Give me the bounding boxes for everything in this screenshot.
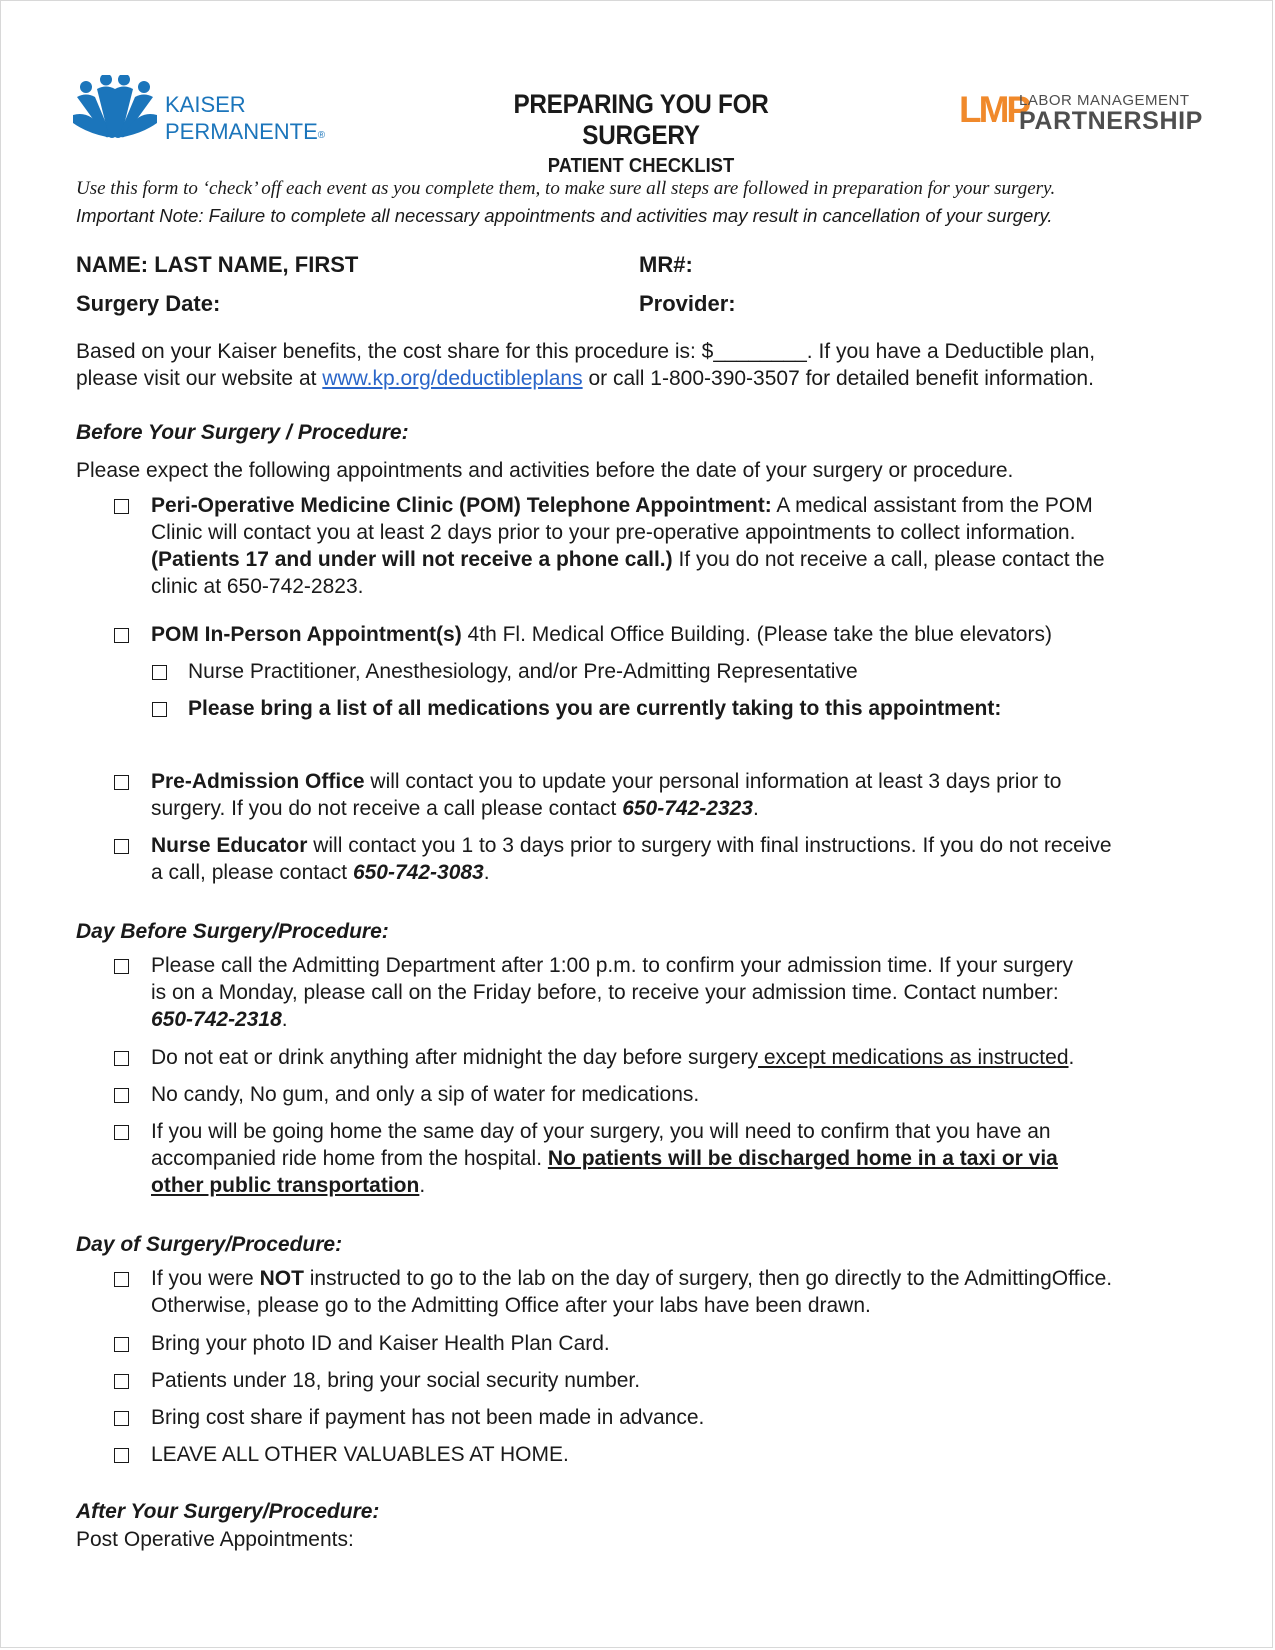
nurse-phone: 650-742-3083 [352, 861, 484, 884]
item-no-eat [151, 1044, 1074, 1071]
checkbox-pre-admission[interactable] [114, 775, 129, 790]
item-medications-list: Please bring a list of all medications you are currently taking to this appointment: [188, 697, 1002, 720]
cost-share-line2 [76, 365, 1216, 392]
ride-t2: accompanied ride home from the hospital. [151, 1147, 548, 1170]
item-valuables: LEAVE ALL OTHER VALUABLES AT HOME. [151, 1443, 569, 1466]
nurse-t1: will contact you 1 to 3 days prior to surgery with final instructions. If you do not receive [307, 834, 1112, 857]
nurse-t2: a call, please contact [151, 861, 353, 884]
kp-wordmark [165, 91, 325, 149]
intro-note [76, 178, 1206, 227]
ride-line2 [151, 1145, 1211, 1172]
pom-in-bold: POM In-Person Appointment(s) [151, 623, 462, 646]
checkbox-pom-telephone[interactable] [114, 499, 129, 514]
before-intro: Please expect the following appointments and activities before the date of your surgery or procedure. [76, 459, 1014, 482]
pom-tel-line4: clinic at 650-742-2823. [151, 575, 364, 598]
checkbox-nurse-practitioner[interactable] [152, 665, 167, 680]
pom-tel-bold2: (Patients 17 and under will not receive a phone call.) [151, 548, 673, 571]
cost-text-4: or call 1-800-390-3507 for detailed benefit information. [582, 367, 1094, 390]
lmp-line2: PARTNERSHIP [1019, 107, 1203, 135]
cost-text-2: . If you have a Deductible plan, [806, 340, 1096, 363]
name-field: NAME: LAST NAME, FIRST [76, 252, 359, 277]
cost-blank: ________ [713, 340, 807, 363]
item-ride-home [151, 1118, 1211, 1199]
cost-text-1: Based on your Kaiser benefits, the cost share for this procedure is: $ [76, 340, 714, 363]
checkbox-cost-share[interactable] [114, 1411, 129, 1426]
item-lab [151, 1265, 1221, 1319]
intro-line1: Use this form to ‘check’ off each event as you complete them, to make sure all steps are followed in preparation for your surgery. [76, 178, 1056, 199]
day-before-heading: Day Before Surgery/Procedure: [76, 920, 389, 943]
ride-end: . [419, 1174, 426, 1197]
checkbox-ssn[interactable] [114, 1374, 129, 1389]
ride-bold-1: No patients will be discharged home in a taxi or via [547, 1147, 1058, 1170]
pre-adm-t1: will contact you to update your personal information at least 3 days prior to [364, 770, 1062, 793]
checkbox-ride-home[interactable] [114, 1125, 129, 1140]
deductible-plans-link[interactable]: www.kp.org/deductibleplans [322, 367, 583, 390]
lab-t2: instructed to go to the lab on the day of surgery, then go directly to the AdmittingOffice. [303, 1267, 1113, 1290]
pre-adm-bold: Pre-Admission Office [151, 770, 365, 793]
lab-line2: Otherwise, please go to the Admitting Office after your labs have been drawn. [151, 1294, 871, 1317]
before-heading: Before Your Surgery / Procedure: [76, 421, 409, 444]
checkbox-call-admitting[interactable] [114, 959, 129, 974]
provider-field: Provider: [639, 291, 736, 316]
checkbox-medications-list[interactable] [152, 702, 167, 717]
cost-share-line1 [76, 338, 1216, 365]
intro-line2: Important Note: Failure to complete all necessary appointments and activities may result in cancellation of your surgery. [76, 205, 1053, 226]
nurse-line1 [151, 832, 1221, 859]
checkbox-lab[interactable] [114, 1272, 129, 1287]
item-nurse-practitioner: Nurse Practitioner, Anesthesiology, and/or Pre-Admitting Representative [188, 660, 858, 683]
kaiser-permanente-logo [73, 75, 343, 147]
pom-tel-line1 [151, 492, 1211, 519]
kp-figures-icon [73, 75, 163, 145]
nurse-bold: Nurse Educator [151, 834, 308, 857]
item-no-candy: No candy, No gum, and only a sip of water for medications. [151, 1083, 700, 1106]
pom-tel-bold: Peri-Operative Medicine Clinic (POM) Telephone Appointment: [151, 494, 772, 517]
item-pom-telephone [151, 492, 1211, 600]
admit-line2: is on a Monday, please call on the Friday before, to receive your admission time. Contact number: [151, 981, 1059, 1004]
nurse-line2 [151, 859, 1221, 886]
lmp-line1: LABOR MANAGEMENT [1019, 92, 1190, 109]
admit-line3 [151, 1006, 1211, 1033]
lab-t1: If you were [151, 1267, 260, 1290]
page-title: PREPARING YOU FOR SURGERY [513, 89, 769, 150]
checkbox-nurse-educator[interactable] [114, 839, 129, 854]
lmp-logo [957, 89, 1207, 133]
item-nurse-educator [151, 832, 1221, 886]
checkbox-pom-in-person[interactable] [114, 628, 129, 643]
lmp-mark: LMP [959, 89, 1029, 130]
item-pre-admission [151, 768, 1211, 822]
lab-line1 [151, 1265, 1221, 1292]
title-block [441, 89, 841, 178]
pre-adm-t2: surgery. If you do not receive a call please contact [151, 797, 623, 820]
checkbox-photo-id[interactable] [114, 1337, 129, 1352]
lmp-wordmark [1019, 92, 1203, 133]
checkbox-valuables[interactable] [114, 1448, 129, 1463]
eat-underline: except medications as instructed [758, 1046, 1069, 1069]
mr-field: MR#: [639, 252, 693, 277]
checkbox-no-eat[interactable] [114, 1051, 129, 1066]
admit-line1: Please call the Admitting Department after 1:00 p.m. to confirm your admission time. If your surgery [151, 954, 1074, 977]
ride-line3 [151, 1172, 1211, 1199]
pre-adm-phone: 650-742-2323 [622, 797, 753, 820]
pre-adm-end: . [752, 797, 759, 820]
pre-adm-line1 [151, 768, 1211, 795]
item-ssn: Patients under 18, bring your social security number. [151, 1369, 641, 1392]
pom-tel-line3 [151, 546, 1211, 573]
after-heading: After Your Surgery/Procedure: [76, 1500, 380, 1523]
pom-tel-t3: If you do not receive a call, please contact the [672, 548, 1105, 571]
checkbox-no-candy[interactable] [114, 1088, 129, 1103]
admit-phone: 650-742-2318 [151, 1008, 282, 1031]
kp-registered-mark: ® [317, 130, 326, 141]
kp-wordmark-line2 [165, 118, 325, 149]
cost-text-3: please visit our website at [76, 367, 323, 390]
eat-t1: Do not eat or drink anything after midnight the day before surgery [151, 1046, 759, 1069]
pre-adm-line2 [151, 795, 1211, 822]
page-subtitle: PATIENT CHECKLIST [547, 155, 735, 177]
lab-not: NOT [259, 1267, 304, 1290]
nurse-end: . [483, 861, 490, 884]
item-cost-share: Bring cost share if payment has not been made in advance. [151, 1406, 705, 1429]
ride-bold-2: other public transportation [151, 1174, 420, 1197]
pom-tel-t1: A medical assistant from the POM [771, 494, 1093, 517]
admit-end: . [281, 1008, 288, 1031]
item-photo-id: Bring your photo ID and Kaiser Health Plan Card. [151, 1332, 610, 1355]
kp-wordmark-line2-text: PERMANENTE [165, 119, 318, 144]
day-of-heading: Day of Surgery/Procedure: [76, 1233, 343, 1256]
ride-line1: If you will be going home the same day of your surgery, you will need to confirm that you have an [151, 1120, 1051, 1143]
post-op-appointments: Post Operative Appointments: [76, 1528, 354, 1551]
surgery-date-field: Surgery Date: [76, 291, 221, 316]
kp-wordmark-line1: KAISER [165, 92, 246, 117]
pom-tel-line2: Clinic will contact you at least 2 days prior to your pre-operative appointments to collect information. [151, 521, 1076, 544]
item-call-admitting [151, 952, 1211, 1033]
cost-share-paragraph [76, 338, 1216, 392]
item-pom-in-person [151, 621, 1211, 648]
eat-end: . [1068, 1046, 1075, 1069]
pom-in-text: 4th Fl. Medical Office Building. (Please take the blue elevators) [461, 623, 1052, 646]
